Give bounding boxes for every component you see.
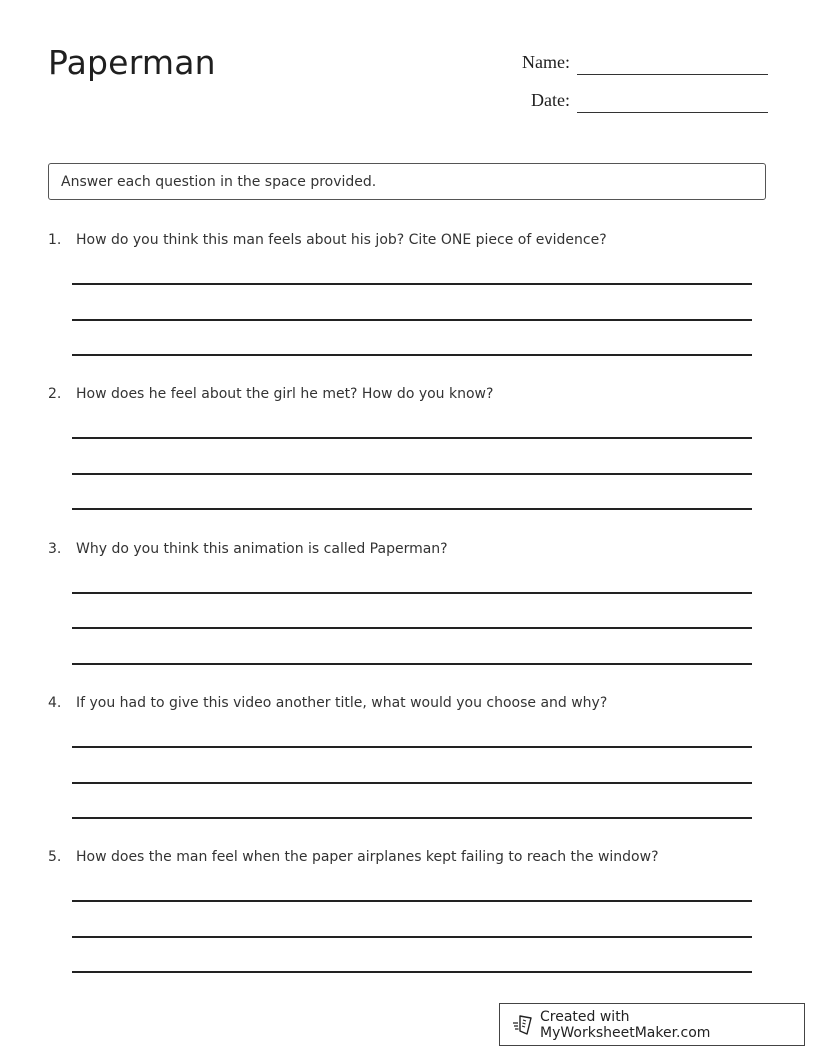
answer-line[interactable] — [72, 782, 752, 784]
answer-line[interactable] — [72, 283, 752, 285]
name-input-line[interactable] — [577, 52, 768, 75]
answer-line[interactable] — [72, 663, 752, 665]
date-label: Date: — [531, 90, 570, 110]
answer-line[interactable] — [72, 971, 752, 973]
question-item — [48, 385, 768, 403]
question-number: 3. — [48, 541, 62, 557]
question-item — [48, 848, 768, 866]
date-input-line[interactable] — [577, 90, 768, 113]
answer-line[interactable] — [72, 627, 752, 629]
answer-line[interactable] — [72, 900, 752, 902]
question-number: 4. — [48, 695, 62, 711]
question-number: 1. — [48, 232, 62, 248]
paper-airplane-logo-icon — [512, 1014, 534, 1036]
answer-line[interactable] — [72, 319, 752, 321]
name-label: Name: — [522, 52, 570, 72]
question-text: How does the man feel when the paper airplanes kept failing to reach the window? — [76, 849, 659, 865]
question-text: Why do you think this animation is called Paperman? — [76, 541, 448, 557]
answer-line[interactable] — [72, 592, 752, 594]
footer-text: Created with MyWorksheetMaker.com — [540, 1008, 711, 1041]
answer-line[interactable] — [72, 508, 752, 510]
question-item — [48, 231, 768, 249]
answer-line[interactable] — [72, 746, 752, 748]
footer-badge[interactable] — [499, 1003, 805, 1046]
question-text: How do you think this man feels about his job? Cite ONE piece of evidence? — [76, 232, 607, 248]
question-number: 2. — [48, 386, 62, 402]
answer-line[interactable] — [72, 437, 752, 439]
date-field-row — [531, 90, 768, 113]
answer-line[interactable] — [72, 354, 752, 356]
answer-line[interactable] — [72, 473, 752, 475]
question-number: 5. — [48, 849, 62, 865]
question-item — [48, 540, 768, 558]
answer-line[interactable] — [72, 817, 752, 819]
answer-line[interactable] — [72, 936, 752, 938]
question-item — [48, 694, 768, 712]
question-text: If you had to give this video another title, what would you choose and why? — [76, 695, 608, 711]
question-text: How does he feel about the girl he met? How do you know? — [76, 386, 494, 402]
name-field-row — [522, 52, 768, 75]
worksheet-title: Paperman — [48, 43, 216, 82]
instructions-box: Answer each question in the space provided. — [48, 163, 766, 200]
